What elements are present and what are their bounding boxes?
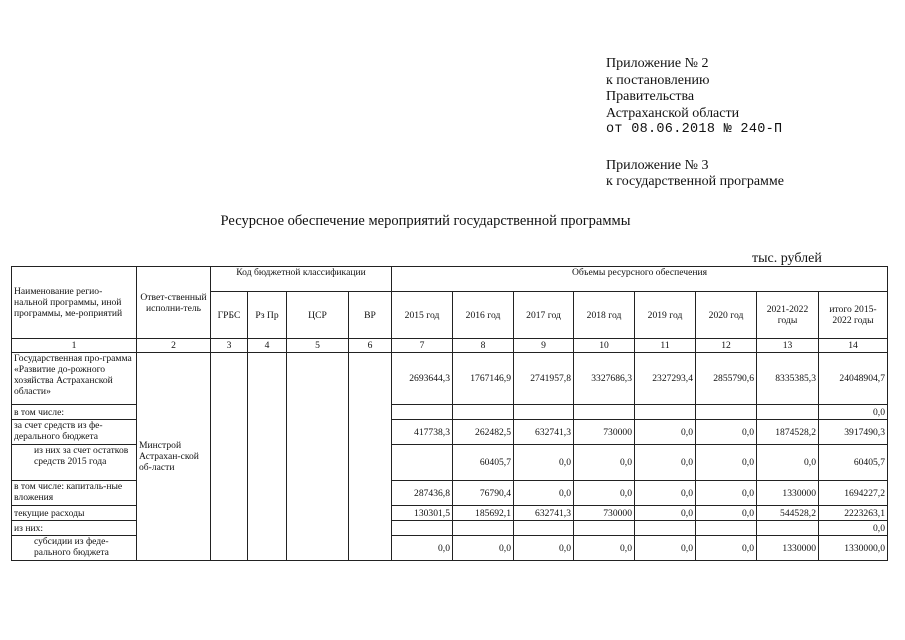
value-cell [696, 405, 757, 420]
column-number: 5 [287, 339, 349, 353]
appendix2-title: Приложение № 2 [606, 56, 709, 71]
value-cell: 130301,5 [392, 506, 453, 521]
units-label: тыс. рублей [752, 251, 822, 266]
value-cell: 0,0 [574, 445, 635, 481]
row-label: субсидии из феде-рального бюджета [12, 536, 137, 561]
value-cell: 2741957,8 [514, 353, 574, 405]
header-year: 2015 год [392, 292, 453, 339]
header-executor: Ответ-ственный исполни-тель [137, 267, 211, 339]
value-cell [635, 405, 696, 420]
value-cell: 0,0 [635, 506, 696, 521]
column-number: 6 [349, 339, 392, 353]
value-cell [574, 521, 635, 536]
value-cell: 730000 [574, 420, 635, 445]
value-cell: 1330000 [757, 481, 819, 506]
value-cell: 76790,4 [453, 481, 514, 506]
value-cell [392, 445, 453, 481]
value-cell: 0,0 [757, 445, 819, 481]
header-volumes: Объемы ресурсного обеспечения [392, 267, 888, 292]
value-cell: 0,0 [635, 445, 696, 481]
value-cell [453, 405, 514, 420]
appendix2-ref-2: Правительства [606, 89, 695, 104]
value-cell [392, 405, 453, 420]
value-cell: 185692,1 [453, 506, 514, 521]
table-row [12, 353, 888, 405]
row-label: Государственная про-грамма «Развитие до-рожного хозяйства Астраханской области» [12, 353, 137, 405]
value-cell: 0,0 [819, 521, 888, 536]
row-label: из них за счет остатков средств 2015 года [12, 445, 137, 481]
header-csr: ЦСР [287, 292, 349, 339]
value-cell: 0,0 [574, 536, 635, 561]
value-cell: 0,0 [696, 420, 757, 445]
column-number: 4 [248, 339, 287, 353]
value-cell [757, 405, 819, 420]
header-year: 2016 год [453, 292, 514, 339]
column-number: 3 [211, 339, 248, 353]
value-cell: 0,0 [696, 481, 757, 506]
value-cell: 0,0 [635, 420, 696, 445]
appendix3-ref: к государственной программе [606, 174, 784, 189]
header-vr: ВР [349, 292, 392, 339]
column-number: 14 [819, 339, 888, 353]
value-cell: 1330000 [757, 536, 819, 561]
appendix2-date-number: от 08.06.2018 № 240-П [606, 122, 783, 137]
row-label: в том числе: капиталь-ные вложения [12, 481, 137, 506]
value-cell [514, 521, 574, 536]
row-label: за счет средств из фе-дерального бюджета [12, 420, 137, 445]
value-cell: 287436,8 [392, 481, 453, 506]
header-grbs: ГРБС [211, 292, 248, 339]
value-cell: 60405,7 [819, 445, 888, 481]
value-cell: 544528,2 [757, 506, 819, 521]
value-cell: 1694227,2 [819, 481, 888, 506]
value-cell [696, 521, 757, 536]
value-cell: 0,0 [635, 536, 696, 561]
column-number-row [12, 339, 888, 353]
grbs-cell [211, 353, 248, 561]
header-name: Наименование регио-нальной программы, иной программы, ме-роприятий [12, 267, 137, 339]
rzpr-cell [248, 353, 287, 561]
value-cell: 0,0 [514, 536, 574, 561]
column-number: 13 [757, 339, 819, 353]
value-cell: 0,0 [696, 445, 757, 481]
value-cell: 1330000,0 [819, 536, 888, 561]
value-cell: 0,0 [696, 506, 757, 521]
column-number: 8 [453, 339, 514, 353]
header-year: 2020 год [696, 292, 757, 339]
value-cell: 2327293,4 [635, 353, 696, 405]
value-cell: 3917490,3 [819, 420, 888, 445]
csr-cell [287, 353, 349, 561]
row-label: из них: [12, 521, 137, 536]
value-cell [392, 521, 453, 536]
appendix3-title: Приложение № 3 [606, 157, 709, 173]
header-year: 2017 год [514, 292, 574, 339]
value-cell: 0,0 [696, 536, 757, 561]
appendix-header [606, 56, 784, 191]
value-cell: 0,0 [453, 536, 514, 561]
vr-cell [349, 353, 392, 561]
value-cell: 1767146,9 [453, 353, 514, 405]
value-cell: 0,0 [514, 481, 574, 506]
value-cell: 730000 [574, 506, 635, 521]
column-number: 2 [137, 339, 211, 353]
value-cell: 2855790,6 [696, 353, 757, 405]
header-budget-code: Код бюджетной классификации [211, 267, 392, 292]
header-rzpr: Рз Пр [248, 292, 287, 339]
column-number: 9 [514, 339, 574, 353]
value-cell: 1874528,2 [757, 420, 819, 445]
executor-cell: Минстрой Астрахан-ской об-ласти [137, 353, 211, 561]
value-cell: 60405,7 [453, 445, 514, 481]
value-cell: 0,0 [392, 536, 453, 561]
value-cell: 632741,3 [514, 506, 574, 521]
row-label: текущие расходы [12, 506, 137, 521]
value-cell [453, 521, 514, 536]
header-year: 2021-2022 годы [757, 292, 819, 339]
document-title: Ресурсное обеспечение мероприятий государственной программы [220, 213, 631, 229]
header-year: 2018 год [574, 292, 635, 339]
appendix2-ref-3: Астраханской области [606, 105, 740, 121]
value-cell [514, 405, 574, 420]
value-cell: 24048904,7 [819, 353, 888, 405]
value-cell: 3327686,3 [574, 353, 635, 405]
column-number: 1 [12, 339, 137, 353]
resource-table [11, 266, 888, 561]
value-cell [635, 521, 696, 536]
column-number: 7 [392, 339, 453, 353]
header-year: 2019 год [635, 292, 696, 339]
value-cell [757, 521, 819, 536]
column-number: 12 [696, 339, 757, 353]
column-number: 11 [635, 339, 696, 353]
value-cell: 417738,3 [392, 420, 453, 445]
appendix2-ref-1: к постановлению [606, 72, 710, 88]
header-year-total: итого 2015-2022 годы [819, 292, 888, 339]
value-cell: 0,0 [635, 481, 696, 506]
value-cell: 632741,3 [514, 420, 574, 445]
value-cell: 262482,5 [453, 420, 514, 445]
value-cell: 0,0 [514, 445, 574, 481]
value-cell: 8335385,3 [757, 353, 819, 405]
row-label: в том числе: [12, 405, 137, 420]
column-number: 10 [574, 339, 635, 353]
value-cell: 2223263,1 [819, 506, 888, 521]
value-cell: 0,0 [574, 481, 635, 506]
value-cell: 2693644,3 [392, 353, 453, 405]
value-cell: 0,0 [819, 405, 888, 420]
value-cell [574, 405, 635, 420]
